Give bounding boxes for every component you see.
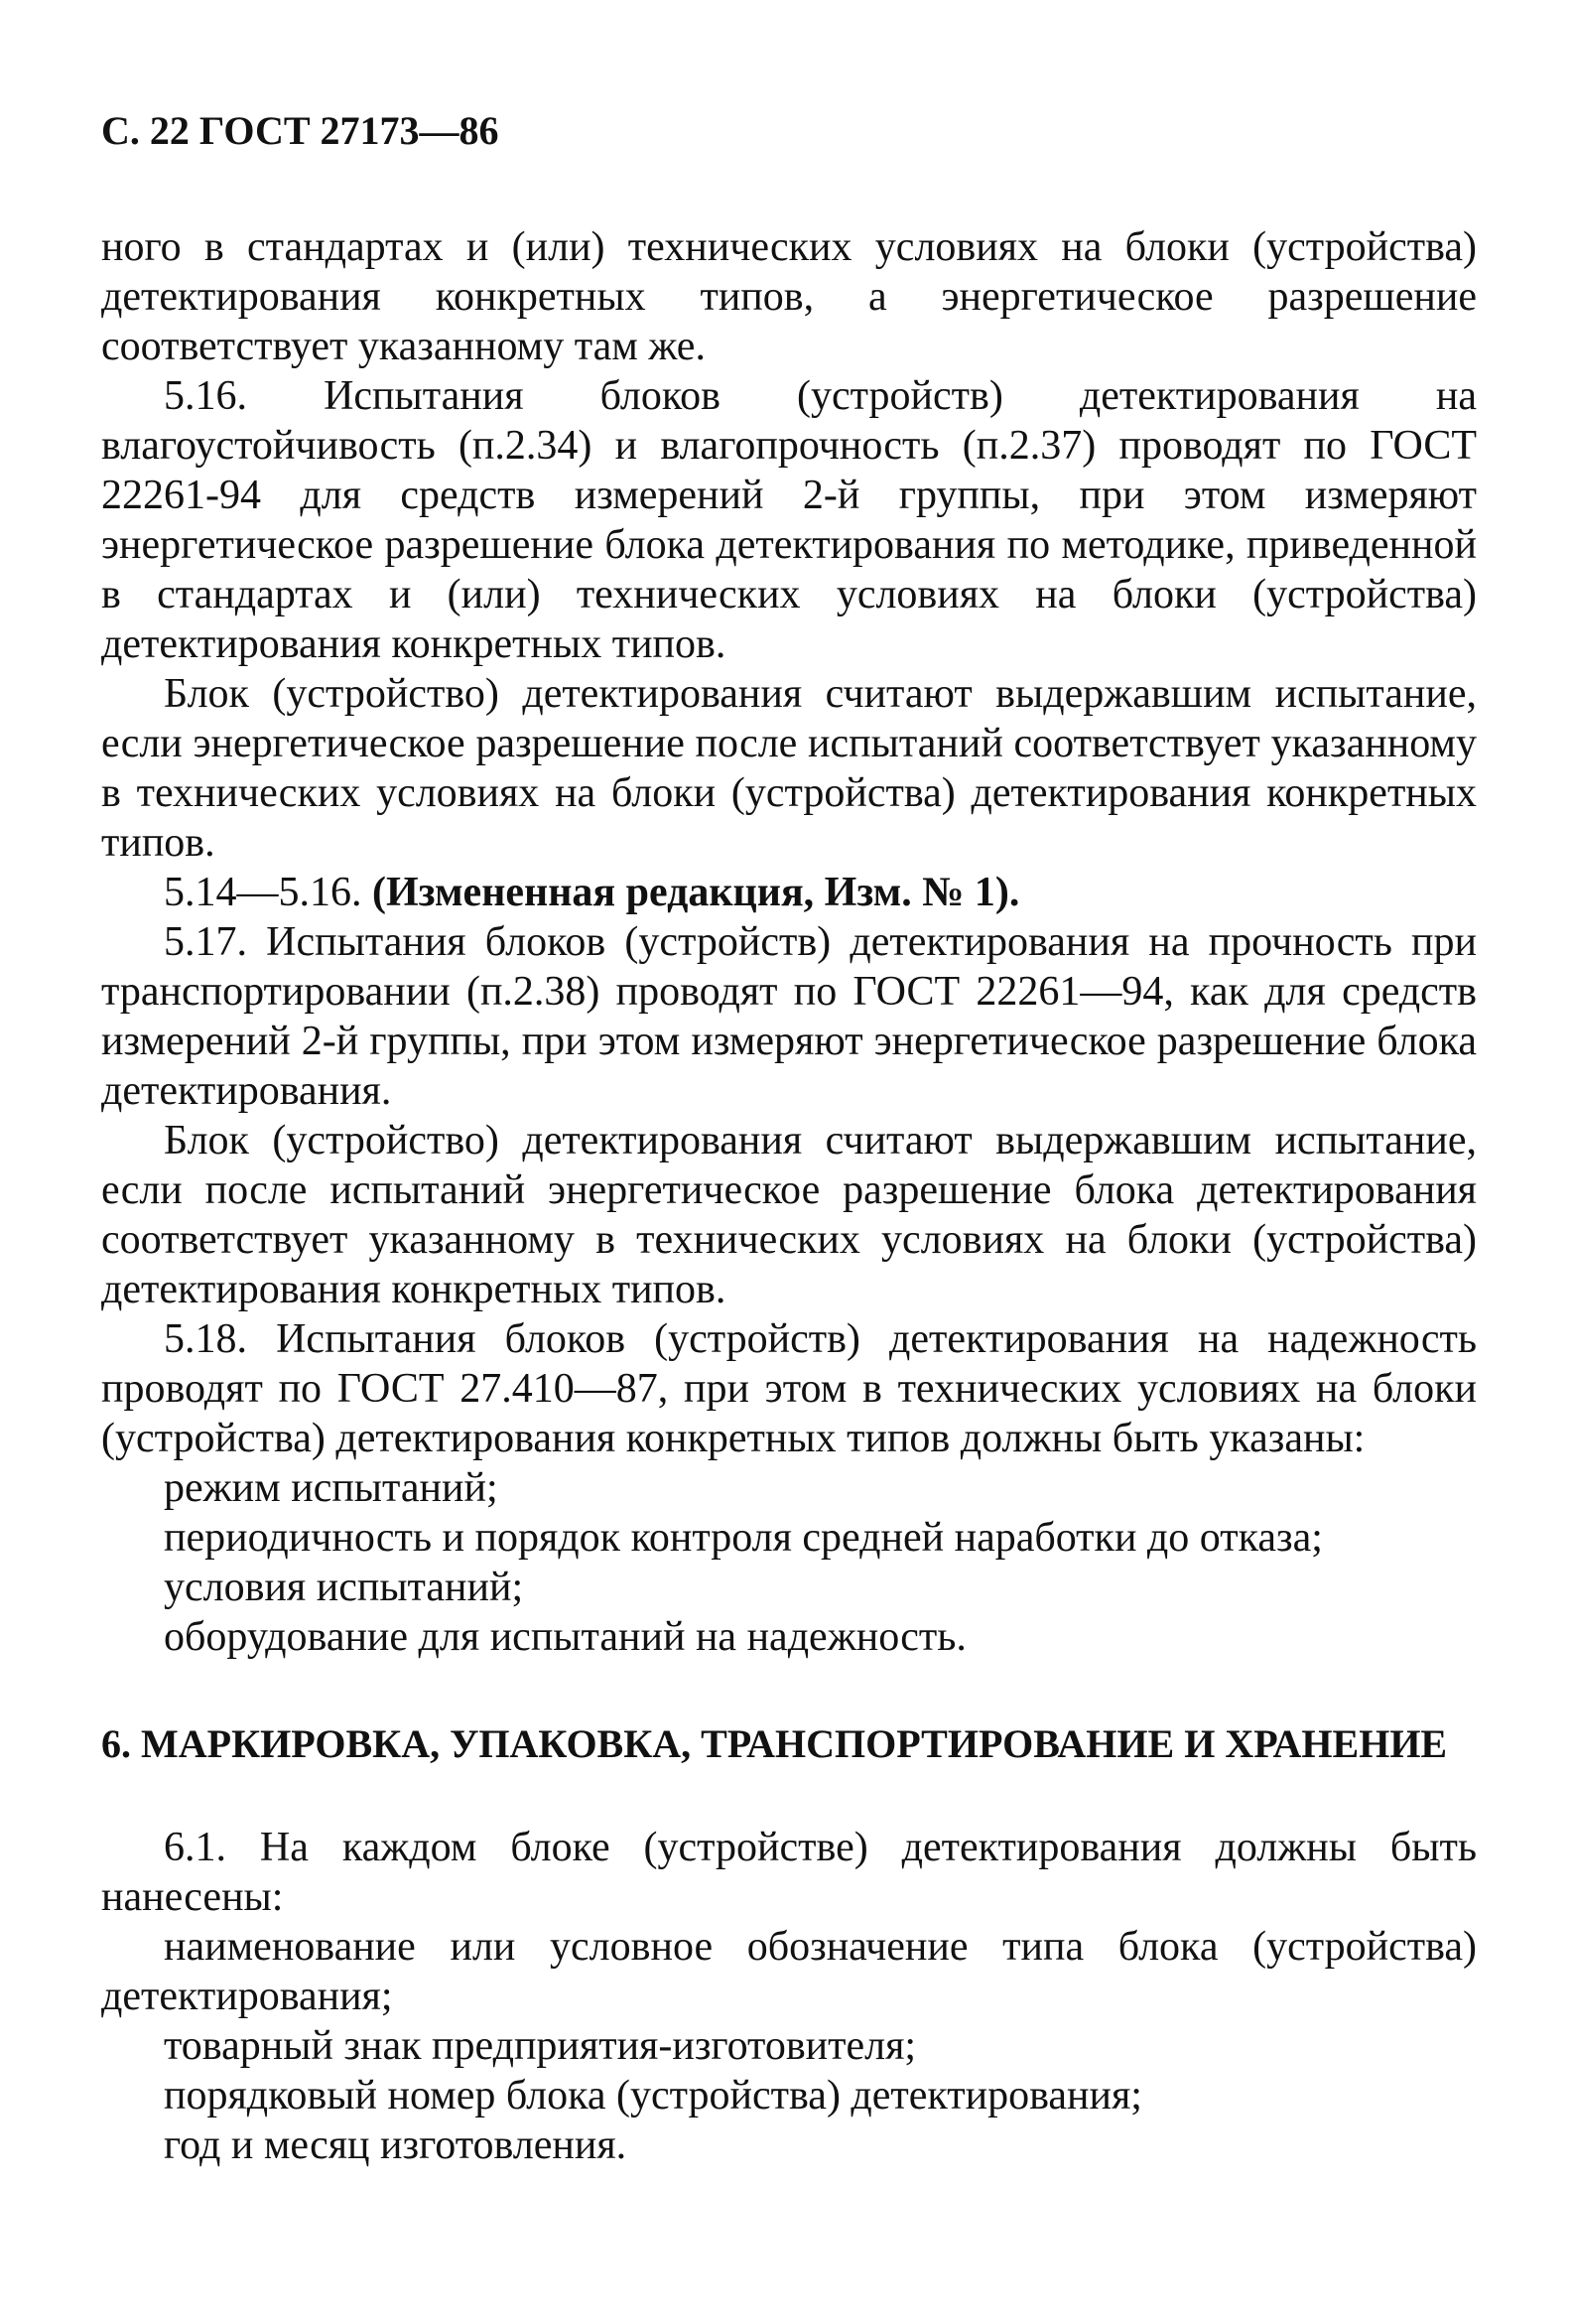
- paragraph-5-16-result: Блок (устройство) детектирования считают выдержавшим испытание, если энергетическое разрешение после испытаний соответствует указанному в технических условиях на блоки (устройства) детектирования конкретных типов.: [101, 671, 1477, 866]
- list-item: год и месяц изготовления.: [164, 2122, 627, 2168]
- list-item: условия испытаний;: [164, 1565, 524, 1610]
- paragraph-5-17: 5.17. Испытания блоков (устройств) детектирования на прочность при транспортировании (п.2.38) проводят по ГОСТ 22261—94, как для средств измерений 2-й группы, при этом измеряют энергетическое разрешение блока детектирования.: [101, 919, 1477, 1114]
- paragraph-continuation: ного в стандартах и (или) технических условиях на блоки (устройства) детектирования конкретных типов, а энергетическое разрешение соответствует указанному там же.: [101, 224, 1477, 369]
- amendment-prefix: 5.14—5.16.: [164, 870, 372, 915]
- list-item: оборудование для испытаний на надежность.: [164, 1614, 967, 1660]
- paragraph-6-1: 6.1. На каждом блоке (устройстве) детектирования должны быть нанесены:: [101, 1825, 1477, 1920]
- paragraph-amendment: [101, 868, 1477, 917]
- paragraph-6-1-item: наименование или условное обозначение типа блока (устройства) детектирования;: [101, 1924, 1477, 2019]
- page-header: С. 22 ГОСТ 27173—86: [101, 108, 499, 153]
- paragraph-5-18: 5.18. Испытания блоков (устройств) детектирования на надежность проводят по ГОСТ 27.410—87, при этом в технических условиях на блоки (устройства) детектирования конкретных типов должны быть указаны:: [101, 1316, 1477, 1461]
- paragraph-5-16: 5.16. Испытания блоков (устройств) детектирования на влагоустойчивость (п.2.34) и влагопрочность (п.2.37) проводят по ГОСТ 22261-94 для средств измерений 2-й группы, при этом измеряют энергетическое разрешение блока детектирования по методике, приведенной в стандартах и (или) технических условиях на блоки (устройства) детектирования конкретных типов.: [101, 373, 1477, 667]
- amendment-note: (Измененная редакция, Изм. № 1).: [372, 870, 1020, 915]
- section-title: 6. МАРКИРОВКА, УПАКОВКА, ТРАНСПОРТИРОВАНИЕ И ХРАНЕНИЕ: [101, 1721, 1448, 1766]
- list-item: режим испытаний;: [164, 1465, 498, 1511]
- list-item: порядковый номер блока (устройства) детектирования;: [164, 2073, 1142, 2119]
- paragraph-5-17-result: Блок (устройство) детектирования считают выдержавшим испытание, если после испытаний энергетическое разрешение блока детектирования соответствует указанному в технических условиях на блоки (устройства) детектирования конкретных типов.: [101, 1118, 1477, 1312]
- list-item: периодичность и порядок контроля средней наработки до отказа;: [164, 1515, 1323, 1561]
- document-page: [101, 107, 1477, 2170]
- list-item: товарный знак предприятия-изготовителя;: [164, 2023, 917, 2069]
